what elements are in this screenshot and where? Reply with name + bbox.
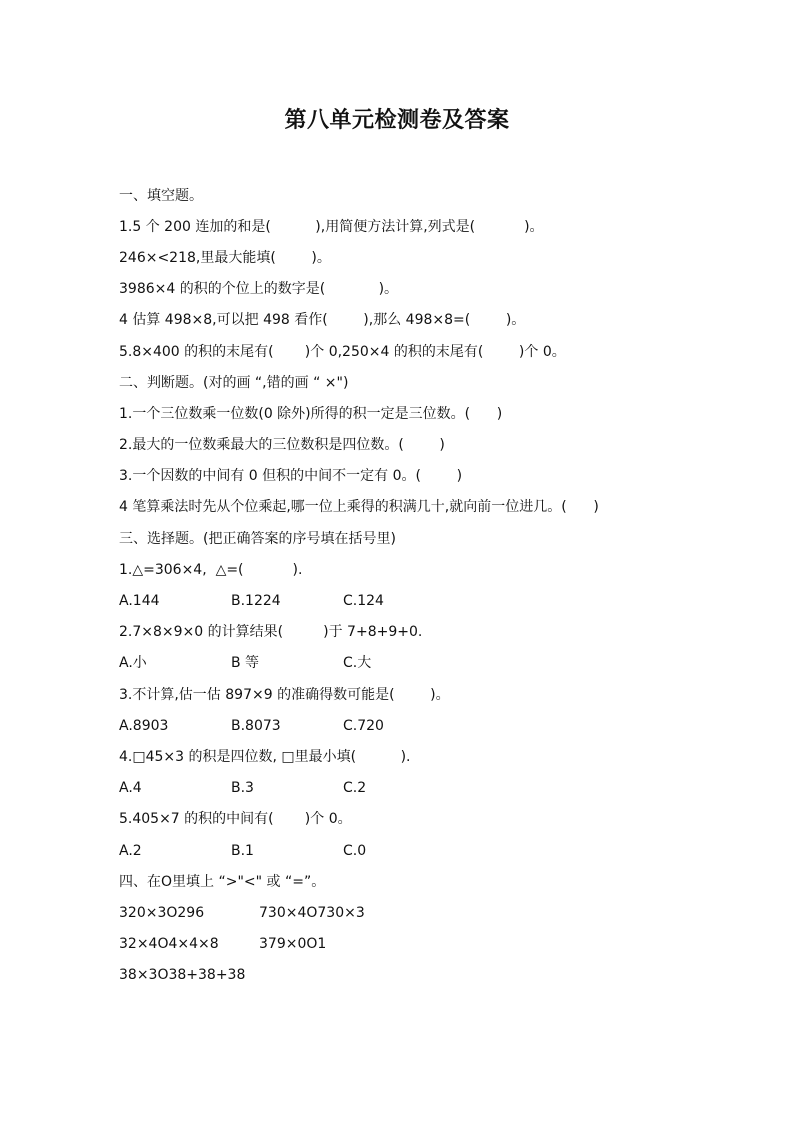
choice-3-4-b: B.3 — [231, 780, 254, 796]
compare-item-1: 320×3O296 — [119, 905, 205, 921]
section-heading-true-false: 二、判断题。(对的画 “,错的画 “ ×") — [119, 375, 349, 391]
page-title: 第八单元检测卷及答案 — [284, 108, 510, 133]
question-1-2: 246×<218,里最大能填( )。 — [119, 250, 331, 266]
question-3-2: 2.7×8×9×0 的计算结果( )于 7+8+9+0. — [119, 624, 423, 640]
choice-3-5-b: B.1 — [231, 843, 254, 859]
choice-3-4-a: A.4 — [119, 780, 142, 796]
choice-3-5-a: A.2 — [119, 843, 142, 859]
compare-item-3: 32×4O4×4×8 — [119, 936, 219, 952]
choice-3-1-a: A.144 — [119, 593, 160, 609]
question-1-1: 1.5 个 200 连加的和是( ),用简便方法计算,列式是( )。 — [119, 219, 544, 235]
question-2-2: 2.最大的一位数乘最大的三位数积是四位数。( ) — [119, 437, 445, 453]
question-2-4: 4 笔算乘法时先从个位乘起,哪一位上乘得的积满几十,就向前一位进几。( ) — [119, 499, 599, 515]
choice-3-2-c: C.大 — [343, 655, 372, 671]
section-heading-multiple-choice: 三、选择题。(把正确答案的序号填在括号里) — [119, 531, 396, 547]
question-1-4: 4 估算 498×8,可以把 498 看作( ),那么 498×8=( )。 — [119, 312, 526, 328]
compare-item-2: 730×4O730×3 — [259, 905, 365, 921]
section-heading-compare: 四、在O里填上 “>"<" 或 “=”。 — [119, 874, 326, 890]
question-2-1: 1.一个三位数乘一位数(0 除外)所得的积一定是三位数。( ) — [119, 406, 503, 422]
choice-3-4-c: C.2 — [343, 780, 367, 796]
question-3-1: 1.△=306×4, △=( ). — [119, 562, 303, 578]
compare-item-5: 38×3O38+38+38 — [119, 967, 246, 983]
question-1-5: 5.8×400 的积的末尾有( )个 0,250×4 的积的末尾有( )个 0。 — [119, 344, 566, 360]
question-3-5: 5.405×7 的积的中间有( )个 0。 — [119, 811, 352, 827]
choice-3-1-c: C.124 — [343, 593, 384, 609]
question-3-3: 3.不计算,估一估 897×9 的准确得数可能是( )。 — [119, 687, 450, 703]
section-heading-fill-blank: 一、填空题。 — [119, 188, 203, 204]
choice-3-2-a: A.小 — [119, 655, 147, 671]
choice-3-2-b: B 等 — [231, 655, 260, 671]
choice-3-5-c: C.0 — [343, 843, 367, 859]
choice-3-3-c: C.720 — [343, 718, 384, 734]
choice-3-3-a: A.8903 — [119, 718, 169, 734]
question-2-3: 3.一个因数的中间有 0 但积的中间不一定有 0。( ) — [119, 468, 463, 484]
choice-3-3-b: B.8073 — [231, 718, 281, 734]
question-3-4: 4.□45×3 的积是四位数, □里最小填( ). — [119, 749, 411, 765]
question-1-3: 3986×4 的积的个位上的数字是( )。 — [119, 281, 399, 297]
compare-item-4: 379×0O1 — [259, 936, 327, 952]
choice-3-1-b: B.1224 — [231, 593, 281, 609]
